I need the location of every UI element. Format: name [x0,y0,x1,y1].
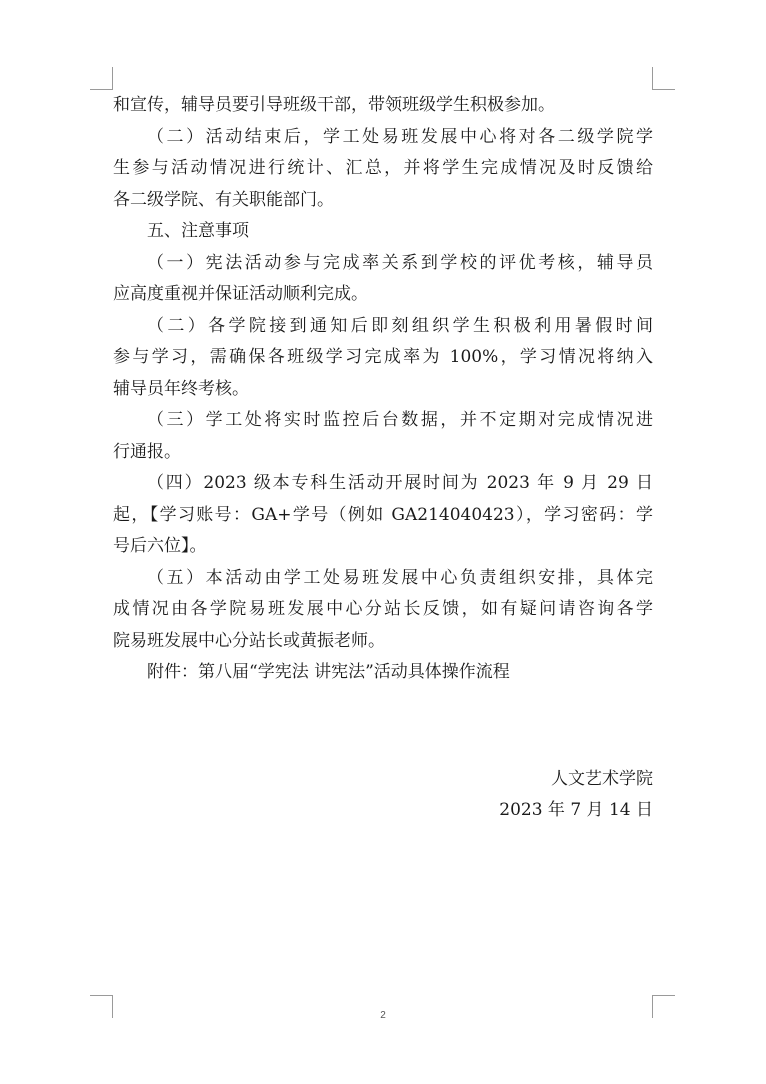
body-line: （五）本活动由学工处易班发展中心负责组织安排，具体完 [147,567,653,588]
body-line: （四）2023 级本专科生活动开展时间为 2023 年 9 月 29 日 [147,473,653,493]
crop-mark-top-right [652,67,675,90]
body-line: （二）各学院接到通知后即刻组织学生积极利用暑假时间 [147,315,653,336]
page-number: 2 [380,1010,386,1021]
body-line: 参与学习，需确保各班级学习完成率为 100%，学习情况将纳入 [113,347,653,367]
body-line: （二）活动结束后，学工处易班发展中心将对各二级学院学 [147,126,653,147]
body-line: （一）宪法活动参与完成率关系到学校的评优考核，辅导员 [147,252,653,273]
body-line: （三）学工处将实时监控后台数据，并不定期对完成情况进 [147,410,653,430]
crop-mark-top-left [90,67,113,90]
body-line: 行通报。 [113,441,181,462]
body-line: 应高度重视并保证活动顺利完成。 [113,284,368,304]
body-line: 院易班发展中心分站长或黄振老师。 [113,630,385,651]
attachment-line: 附件：第八届“学宪法 讲宪法”活动具体操作流程 [147,662,510,682]
section-heading: 五、注意事项 [147,221,249,241]
body-line: 号后六位】。 [113,536,207,556]
body-line: 起，【学习账号：GA+学号（例如 GA214040423），学习密码：学 [113,504,653,525]
signature-organization: 人文艺术学院 [551,769,653,789]
body-line: 成情况由各学院易班发展中心分站长反馈，如有疑问请咨询各学 [113,599,653,619]
document-body [113,90,653,689]
body-line: 各二级学院、有关职能部门。 [113,189,334,210]
body-line: 和宣传，辅导员要引导班级干部，带领班级学生积极参加。 [113,95,555,115]
signature-date: 2023 年 7 月 14 日 [499,800,653,820]
body-line: 辅导员年终考核。 [113,378,249,399]
body-line: 生参与活动情况进行统计、汇总，并将学生完成情况及时反馈给 [113,158,653,178]
